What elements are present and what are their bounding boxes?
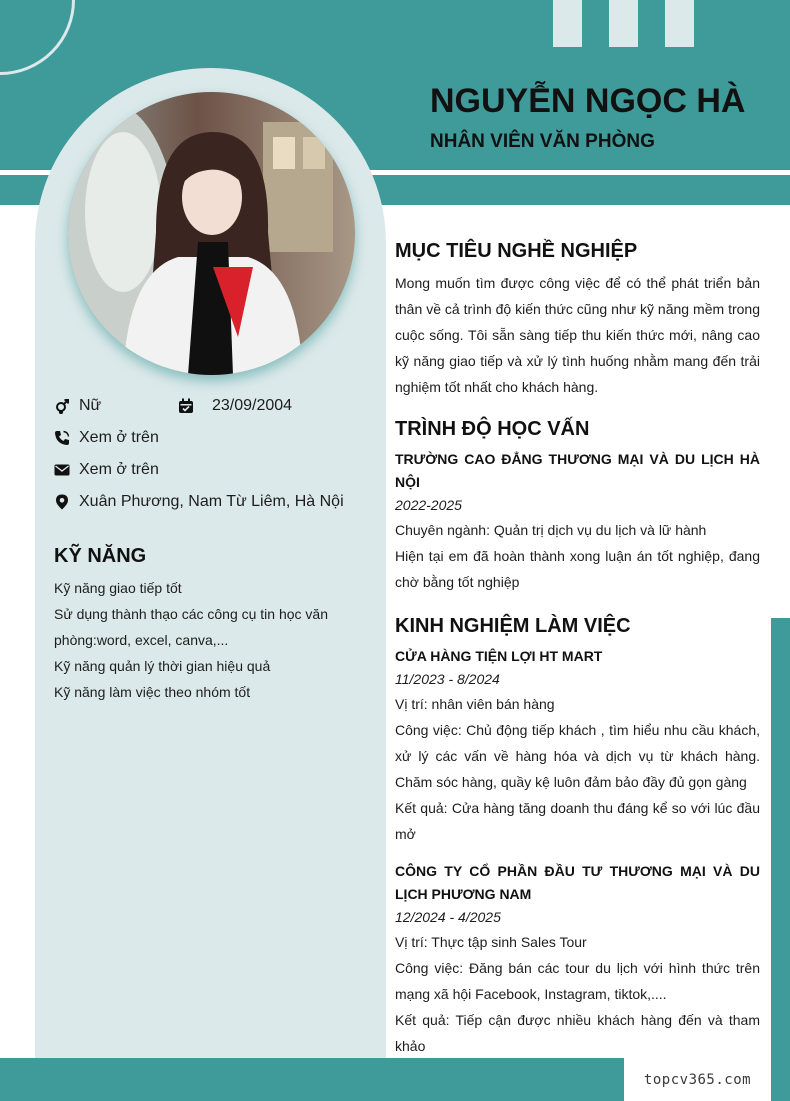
candidate-name: NGUYỄN NGỌC HÀ [430, 82, 746, 120]
profile-photo [68, 92, 355, 375]
skills-heading: KỸ NĂNG [54, 545, 147, 567]
objective-heading: MỤC TIÊU NGHỀ NGHIỆP [395, 240, 638, 262]
gender-icon [54, 398, 70, 414]
job-period: 12/2024 - 4/2025 [395, 909, 501, 925]
school-name: TRƯỜNG CAO ĐẲNG THƯƠNG MẠI VÀ DU LỊCH HÀ NỘI [395, 451, 760, 490]
address-row [54, 493, 344, 511]
email-value: Xem ở trên [79, 461, 159, 478]
birthday-row [178, 397, 292, 415]
experience-item [395, 645, 760, 847]
phone-row [54, 429, 159, 447]
address-value: Xuân Phương, Nam Từ Liêm, Hà Nội [79, 493, 344, 510]
skill-item: Kỹ năng quản lý thời gian hiệu quả [54, 658, 271, 674]
gender-row [54, 397, 101, 415]
experience-item [395, 860, 760, 1059]
envelope-icon [54, 462, 70, 478]
education-heading: TRÌNH ĐỘ HỌC VẤN [395, 418, 590, 440]
job-result: Kết quả: Cửa hàng tăng doanh thu đáng kể so với lúc đầu mở [395, 800, 760, 842]
gender-value: Nữ [79, 397, 102, 414]
job-duties: Công việc: Chủ động tiếp khách , tìm hiểu nhu cầu khách, xử lý các vấn về hàng hóa và dịch vụ từ khách hàng. Chăm sóc hàng, quầy kệ luôn đảm bảo đầy đủ gọn gàng [395, 722, 760, 790]
skill-item: Kỹ năng giao tiếp tốt [54, 580, 182, 596]
company-name: CÔNG TY CỔ PHẦN ĐẦU TƯ THƯƠNG MẠI VÀ DU LỊCH PHƯƠNG NAM [395, 863, 760, 902]
job-duties: Công việc: Đăng bán các tour du lịch với hình thức trên mạng xã hội Facebook, Instagram, tiktok,.... [395, 960, 760, 1002]
decorative-bar [609, 0, 638, 47]
objective-text: Mong muốn tìm được công việc để có thể phát triển bản thân về cả trình độ kiến thức cũng như kỹ năng mềm trong cuộc sống. Tôi sẵn sàng tiếp thu kiến thức mới, nâng cao kỹ năng giao tiếp và xử lý tình huống nhằm mang đến trải nghiệm tốt nhất cho khách hàng. [395, 275, 760, 395]
right-column [395, 238, 760, 1059]
job-position: Vị trí: nhân viên bán hàng [395, 696, 555, 712]
decorative-bar [553, 0, 582, 47]
job-period: 11/2023 - 8/2024 [395, 671, 500, 687]
phone-icon [54, 430, 70, 446]
footer-band [0, 1058, 624, 1101]
decorative-bar [665, 0, 694, 47]
email-row [54, 461, 159, 479]
birthday-value: 23/09/2004 [212, 397, 293, 414]
education-period: 2022-2025 [395, 497, 462, 513]
experience-heading: KINH NGHIỆM LÀM VIỆC [395, 615, 631, 637]
footer-url: topcv365.com [624, 1058, 771, 1101]
right-accent-stripe [771, 618, 790, 1101]
candidate-title: NHÂN VIÊN VĂN PHÒNG [430, 131, 655, 152]
phone-value: Xem ở trên [79, 429, 159, 446]
job-result: Kết quả: Tiếp cận được nhiều khách hàng đến và tham khảo [395, 1012, 760, 1054]
skill-item: Sử dụng thành thạo các công cụ tin học văn phòng:word, excel, canva,... [54, 606, 329, 648]
map-pin-icon [54, 494, 70, 510]
education-note: Hiện tại em đã hoàn thành xong luận án tốt nghiệp, đang chờ bằng tốt nghiệp [395, 548, 760, 590]
education-major: Chuyên ngành: Quản trị dịch vụ du lịch và lữ hành [395, 522, 707, 538]
skill-item: Kỹ năng làm việc theo nhóm tốt [54, 684, 251, 700]
job-position: Vị trí: Thực tập sinh Sales Tour [395, 934, 587, 950]
company-name: CỬA HÀNG TIỆN LỢI HT MART [395, 648, 603, 664]
calendar-icon [178, 398, 194, 414]
skills-list [54, 575, 354, 705]
